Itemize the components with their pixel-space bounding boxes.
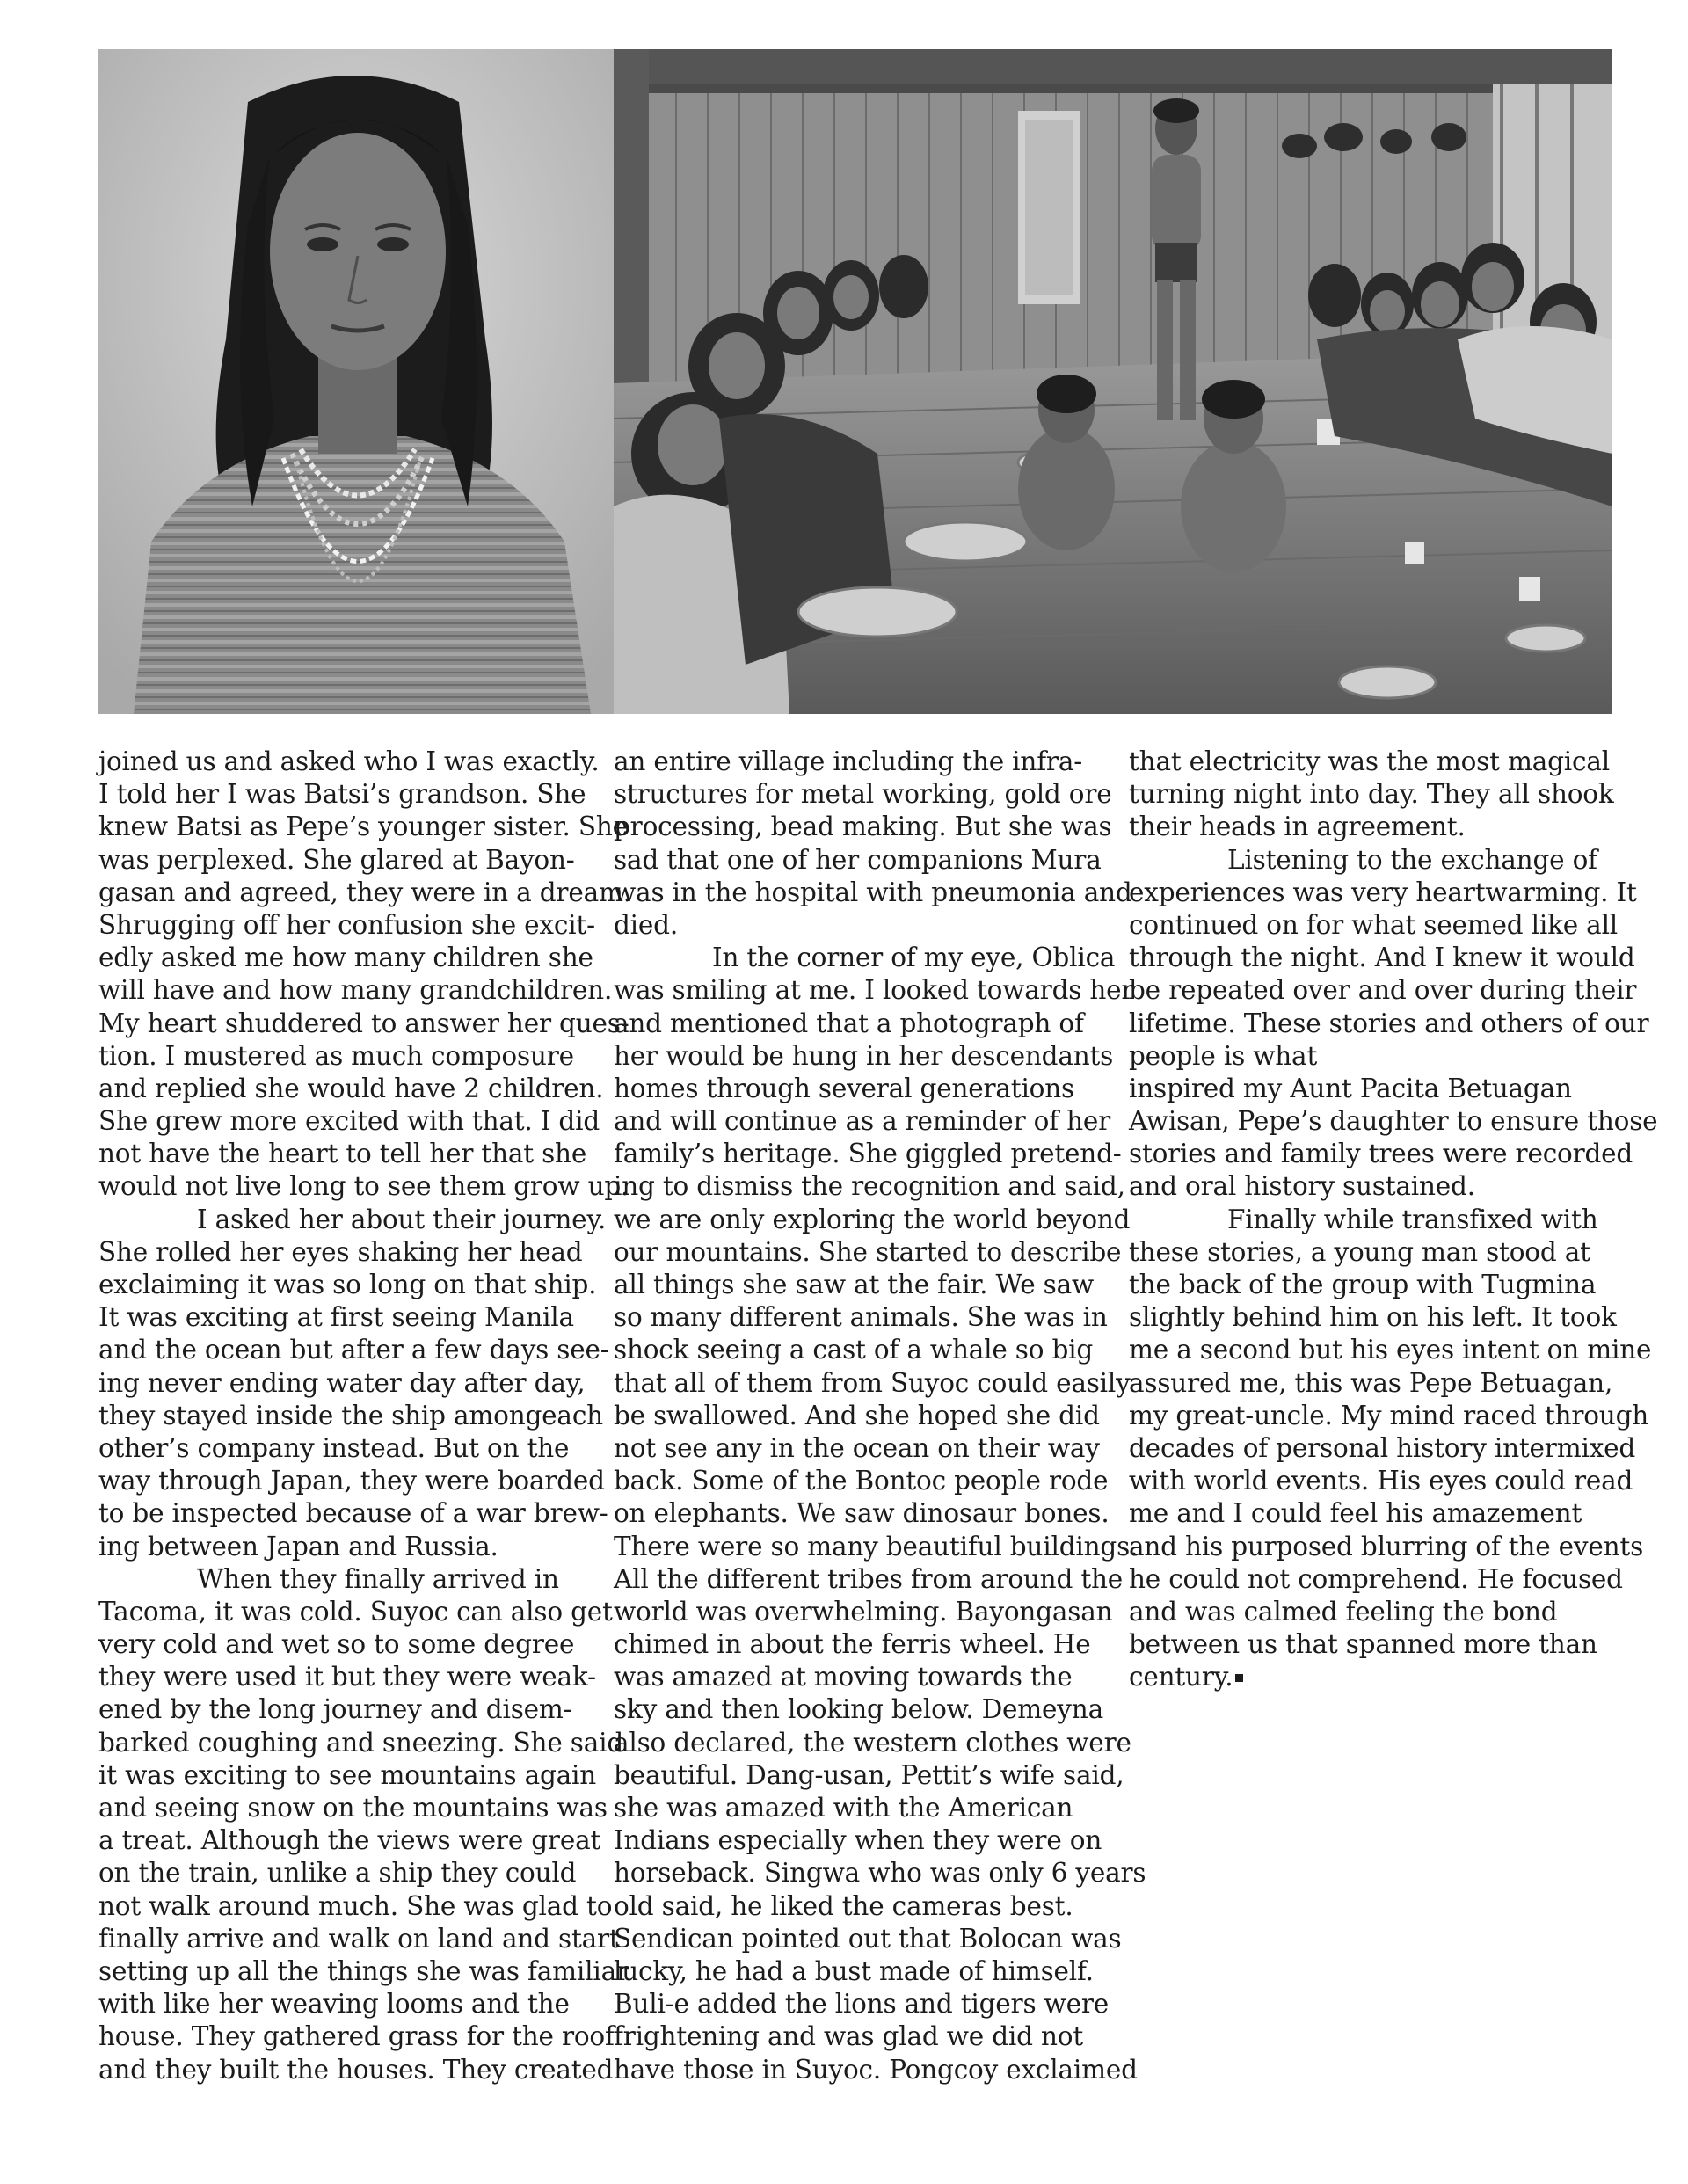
text-line (1129, 1138, 1633, 1170)
text-line (614, 1432, 1106, 1465)
text-line-content: it was exciting to see mountains again (98, 1759, 597, 1790)
text-line (614, 1204, 1131, 1236)
text-line-content: stories and family trees were recorded (1129, 1139, 1633, 1169)
text-line (614, 1105, 1111, 1138)
text-line (98, 1204, 607, 1236)
text-line-content: and will continue as a reminder of her (614, 1106, 1111, 1137)
text-line (98, 1890, 613, 1923)
text-line-content: with world events. His eyes could read (1129, 1466, 1633, 1496)
text-line-content: we are only exploring the world beyond (614, 1204, 1131, 1234)
text-line-content: our mountains. She started to describe (614, 1236, 1122, 1267)
text-line (614, 942, 1116, 974)
text-line (98, 1367, 591, 1400)
text-line-content: all things she saw at the fair. We saw (614, 1270, 1095, 1299)
text-line-content: All the different tribes from around the (614, 1563, 1124, 1594)
text-line (1129, 1269, 1621, 1301)
text-line-content: also declared, the western clothes were (614, 1727, 1131, 1758)
text-line-content: to be inspected because of a war brew- (98, 1498, 608, 1529)
text-line-content: other’s company instead. But on the (98, 1432, 570, 1463)
text-line (98, 746, 600, 778)
text-line (1129, 909, 1621, 942)
text-line (1129, 1204, 1621, 1236)
text-line (98, 877, 631, 909)
text-line-content: assured me, this was Pepe Betuagan, (1129, 1367, 1613, 1398)
text-line (98, 1824, 601, 1857)
text-line-content: old said, he liked the cameras best. (614, 1890, 1073, 1921)
text-line (614, 1301, 1106, 1334)
text-line-content: processing, bead making. But she was (614, 812, 1112, 842)
text-line (614, 1334, 1106, 1366)
text-line-content: Indians especially when they were on (614, 1825, 1102, 1856)
text-line (98, 909, 595, 942)
text-line (614, 1792, 1106, 1824)
text-line-content: and mentioned that a photograph of (614, 1008, 1084, 1038)
text-line (1129, 1334, 1652, 1366)
text-line (98, 844, 591, 877)
text-line (1129, 1040, 1621, 1073)
text-line-content: ened by the long journey and disem- (98, 1694, 572, 1725)
text-line (614, 1170, 1125, 1203)
text-line (98, 1693, 591, 1726)
text-line (614, 1923, 1122, 1955)
text-line (1129, 1170, 1621, 1203)
text-line (614, 1531, 1139, 1563)
text-line (1129, 1432, 1636, 1465)
text-line-content: Tacoma, it was cold. Suyoc can also get (98, 1596, 613, 1627)
text-line-content: that all of them from Suyoc could easily (614, 1367, 1131, 1398)
text-line-content: century. (1129, 1662, 1233, 1693)
text-line-content: lucky, he had a bust made of himself. (614, 1955, 1094, 1986)
text-line-content: beautiful. Dang-usan, Pettit’s wife said, (614, 1759, 1124, 1790)
text-line (614, 778, 1112, 811)
text-line (614, 1759, 1124, 1792)
text-line-content: lifetime. These stories and others of our (1129, 1008, 1649, 1038)
text-line-content: back. Some of the Bontoc people rode (614, 1466, 1109, 1496)
text-line-content: people is what (1129, 1040, 1318, 1071)
text-line-content: be repeated over and over during their (1129, 975, 1637, 1006)
text-line-content: on the train, unlike a ship they could (98, 1858, 577, 1889)
text-line-content: me and I could feel his amazement (1129, 1498, 1582, 1529)
text-line (1129, 1367, 1621, 1400)
text-line-content: Finally while transfixed with (1227, 1204, 1598, 1234)
text-line (98, 1596, 613, 1628)
text-line-content: Shrugging off her confusion she excit- (98, 909, 595, 940)
text-line (1129, 877, 1637, 909)
text-line-content: In the corner of my eye, Oblica (712, 943, 1116, 973)
text-line-content: She rolled her eyes shaking her head (98, 1236, 583, 1267)
text-line-content: joined us and asked who I was exactly. (98, 746, 600, 776)
text-line (1129, 778, 1621, 811)
text-line (1129, 1628, 1621, 1661)
text-line-content: sky and then looking below. Demeyna (614, 1694, 1103, 1725)
text-line (614, 1563, 1124, 1596)
text-line-content: they stayed inside the ship amongeach (98, 1400, 603, 1431)
text-line (98, 1400, 603, 1432)
group-photo-people-eating-in-hall-icon (614, 49, 1612, 714)
portrait-photo (98, 49, 614, 714)
text-line-content: Listening to the exchange of (1227, 844, 1597, 875)
text-line-content: barked coughing and sneezing. She said (98, 1727, 624, 1758)
text-column-1 (98, 746, 631, 2086)
text-line (614, 1138, 1122, 1170)
text-line (1129, 1563, 1621, 1596)
text-line (1129, 1105, 1658, 1138)
text-line (614, 1693, 1106, 1726)
text-line-content: edly asked me how many children she (98, 943, 593, 973)
text-line (98, 1465, 605, 1497)
text-line-content: frightening and was glad we did not (614, 2021, 1083, 2052)
text-line (98, 1334, 609, 1366)
text-line (614, 1661, 1106, 1693)
text-line-content: finally arrive and walk on land and start (98, 1923, 620, 1954)
text-line-content: setting up all the things she was familiar (98, 1955, 629, 1986)
text-line-content: There were so many beautiful buildings. (614, 1531, 1139, 1562)
text-line-content: and the ocean but after a few days see- (98, 1335, 609, 1365)
text-line-content: world was overwhelming. Bayongasan (614, 1596, 1113, 1627)
text-line-content: these stories, a young man stood at (1129, 1236, 1590, 1267)
text-line (614, 1727, 1131, 1759)
text-line (98, 1628, 591, 1661)
text-line (614, 1400, 1106, 1432)
text-line (614, 1988, 1110, 2020)
text-line (1129, 1661, 1621, 1693)
text-line (614, 844, 1106, 877)
text-line (98, 1008, 629, 1040)
text-line-content: through the night. And I knew it would (1129, 943, 1635, 973)
text-line (614, 1955, 1106, 1988)
text-line-content: gasan and agreed, they were in a dream. (98, 877, 631, 907)
text-line-content: It was exciting at first seeing Manila (98, 1302, 574, 1333)
text-line (98, 2020, 615, 2053)
text-line-content: structures for metal working, gold ore (614, 779, 1112, 810)
text-line (98, 1236, 591, 1269)
text-line-content: that electricity was the most magical (1129, 746, 1610, 776)
text-line-content: I told her I was Batsi’s grandson. She (98, 779, 586, 810)
text-line (614, 1040, 1114, 1073)
text-line-content: be swallowed. And she hoped she did (614, 1400, 1100, 1431)
text-line (98, 1988, 591, 2020)
text-line (1129, 1236, 1621, 1269)
text-line-content: homes through several generations (614, 1073, 1074, 1103)
text-line (98, 974, 613, 1007)
text-line (98, 1138, 591, 1170)
text-line-content: ing to dismiss the recognition and said, (614, 1171, 1125, 1202)
text-line (614, 811, 1112, 843)
text-line-content: not walk around much. She was glad to (98, 1890, 613, 1921)
text-line (1129, 844, 1621, 877)
text-line-content: She grew more excited with that. I did (98, 1106, 600, 1137)
text-column-2 (614, 746, 1146, 2086)
text-line-content: house. They gathered grass for the roof (98, 2021, 615, 2052)
text-line-content: a treat. Although the views were great (98, 1825, 601, 1856)
text-line-content: When they finally arrived in (197, 1563, 559, 1594)
text-line-content: will have and how many grandchildren. (98, 975, 613, 1006)
text-line (614, 1628, 1106, 1661)
text-line-content: inspired my Aunt Pacita Betuagan (1129, 1073, 1572, 1103)
text-line (98, 1105, 600, 1138)
text-line-content: Awisan, Pepe’s daughter to ensure those (1129, 1106, 1658, 1137)
text-line (614, 746, 1106, 778)
text-line-content: and replied she would have 2 children. (98, 1073, 604, 1103)
text-line (98, 1432, 591, 1465)
text-line (614, 1497, 1110, 1530)
text-line-content: Sendican pointed out that Bolocan was (614, 1923, 1122, 1954)
text-line-content: she was amazed with the American (614, 1793, 1073, 1823)
text-line-content: decades of personal history intermixed (1129, 1432, 1636, 1463)
text-line-content: not have the heart to tell her that she (98, 1139, 587, 1169)
text-line (614, 2020, 1106, 2053)
text-line-content: horseback. Singwa who was only 6 years (614, 1858, 1146, 1889)
text-line (98, 1170, 629, 1203)
text-line-content: they were used it but they were weak- (98, 1662, 596, 1693)
text-line-content: tion. I mustered as much composure (98, 1040, 574, 1071)
text-line-content: and his purposed blurring of the events (1129, 1531, 1644, 1562)
text-line-content: shock seeing a cast of a whale so big (614, 1335, 1094, 1365)
text-line (98, 1497, 608, 1530)
text-line (98, 1857, 591, 1889)
text-line-content: on elephants. We saw dinosaur bones. (614, 1498, 1110, 1529)
text-line-content: was amazed at moving towards the (614, 1662, 1073, 1693)
text-line (614, 1269, 1106, 1301)
text-line-content: continued on for what seemed like all (1129, 909, 1619, 940)
text-line-content: sad that one of her companions Mura (614, 844, 1102, 875)
text-line-content: exclaiming it was so long on that ship. (98, 1270, 597, 1299)
text-line-content: knew Batsi as Pepe’s younger sister. She (98, 812, 628, 842)
text-line (98, 1531, 591, 1563)
text-line (98, 1792, 608, 1824)
text-line-content: was in the hospital with pneumonia and (614, 877, 1132, 907)
text-line-content: chimed in about the ferris wheel. He (614, 1629, 1091, 1660)
text-line (1129, 1497, 1621, 1530)
text-line-content: Buli-e added the lions and tigers were (614, 1989, 1110, 2020)
text-line-content: their heads in agreement. (1129, 812, 1466, 842)
text-line-content: slightly behind him on his left. It took (1129, 1302, 1617, 1333)
text-line-content: died. (614, 909, 679, 940)
text-line-content: the back of the group with Tugmina (1129, 1270, 1597, 1299)
text-line (98, 1073, 604, 1105)
text-line-content: an entire village including the infra- (614, 746, 1082, 776)
text-line (614, 974, 1134, 1007)
text-line (1129, 1008, 1649, 1040)
text-line-content: and they built the houses. They created (98, 2054, 614, 2085)
text-line-content: turning night into day. They all shook (1129, 779, 1614, 810)
end-of-article-mark-icon (1235, 1674, 1243, 1682)
portrait-photo-young-woman-icon (98, 49, 614, 714)
text-line (1129, 1301, 1621, 1334)
text-line-content: and seeing snow on the mountains was (98, 1793, 608, 1823)
text-line (98, 1955, 629, 1988)
text-line (1129, 746, 1621, 778)
text-line (1129, 1400, 1649, 1432)
text-line (614, 1857, 1146, 1889)
text-line-content: not see any in the ocean on their way (614, 1432, 1100, 1463)
text-line-content: ing never ending water day after day, (98, 1367, 586, 1398)
text-line (1129, 1596, 1621, 1628)
group-photo (614, 49, 1612, 714)
text-line (614, 1890, 1106, 1923)
text-line (1129, 1073, 1621, 1105)
text-line-content: with like her weaving looms and the (98, 1989, 570, 2020)
text-line (614, 1367, 1131, 1400)
text-line (1129, 811, 1621, 843)
text-line-content: my great-uncle. My mind raced through (1129, 1400, 1649, 1431)
text-line (1129, 1465, 1633, 1497)
text-line (98, 1269, 597, 1301)
text-line-content: very cold and wet so to some degree (98, 1629, 575, 1660)
text-line (98, 1563, 591, 1596)
text-line-content: was smiling at me. I looked towards her (614, 975, 1134, 1006)
text-line-content: way through Japan, they were boarded (98, 1466, 605, 1496)
text-line (98, 811, 628, 843)
text-line (614, 1465, 1109, 1497)
text-line-content: me a second but his eyes intent on mine (1129, 1335, 1652, 1365)
text-line-content: have those in Suyoc. Pongcoy exclaimed (614, 2054, 1138, 2085)
text-line-content: I asked her about their journey. (197, 1204, 607, 1234)
text-column-3 (1129, 746, 1658, 1693)
text-line-content: and oral history sustained. (1129, 1171, 1475, 1202)
text-line-content: between us that spanned more than (1129, 1629, 1597, 1660)
text-line (1129, 974, 1637, 1007)
text-line (1129, 942, 1635, 974)
text-line-content: ing between Japan and Russia. (98, 1531, 498, 1562)
text-line (614, 2054, 1138, 2086)
text-line-content: and was calmed feeling the bond (1129, 1596, 1558, 1627)
text-line (614, 1824, 1106, 1857)
text-line-content: was perplexed. She glared at Bayon- (98, 844, 575, 875)
text-line (614, 877, 1132, 909)
text-line (98, 1923, 620, 1955)
text-line (614, 1596, 1113, 1628)
text-line (98, 1759, 597, 1792)
text-line (98, 1040, 591, 1073)
text-line (98, 942, 591, 974)
text-line (98, 1661, 596, 1693)
text-line (98, 1301, 591, 1334)
text-line-content: so many different animals. She was in (614, 1302, 1108, 1333)
text-line (614, 1236, 1122, 1269)
text-line-content: family’s heritage. She giggled pretend- (614, 1139, 1122, 1169)
text-line (614, 1073, 1106, 1105)
text-line (1129, 1531, 1644, 1563)
text-line-content: would not live long to see them grow up. (98, 1171, 629, 1202)
text-line (98, 1727, 624, 1759)
text-line-content: My heart shuddered to answer her ques- (98, 1008, 629, 1038)
text-line (98, 2054, 614, 2086)
text-line (98, 778, 591, 811)
text-line-content: experiences was very heartwarming. It (1129, 877, 1637, 907)
text-line-content: her would be hung in her descendants (614, 1040, 1114, 1071)
text-line (614, 909, 1106, 942)
text-line (614, 1008, 1106, 1040)
text-line-content: he could not comprehend. He focused (1129, 1563, 1623, 1594)
